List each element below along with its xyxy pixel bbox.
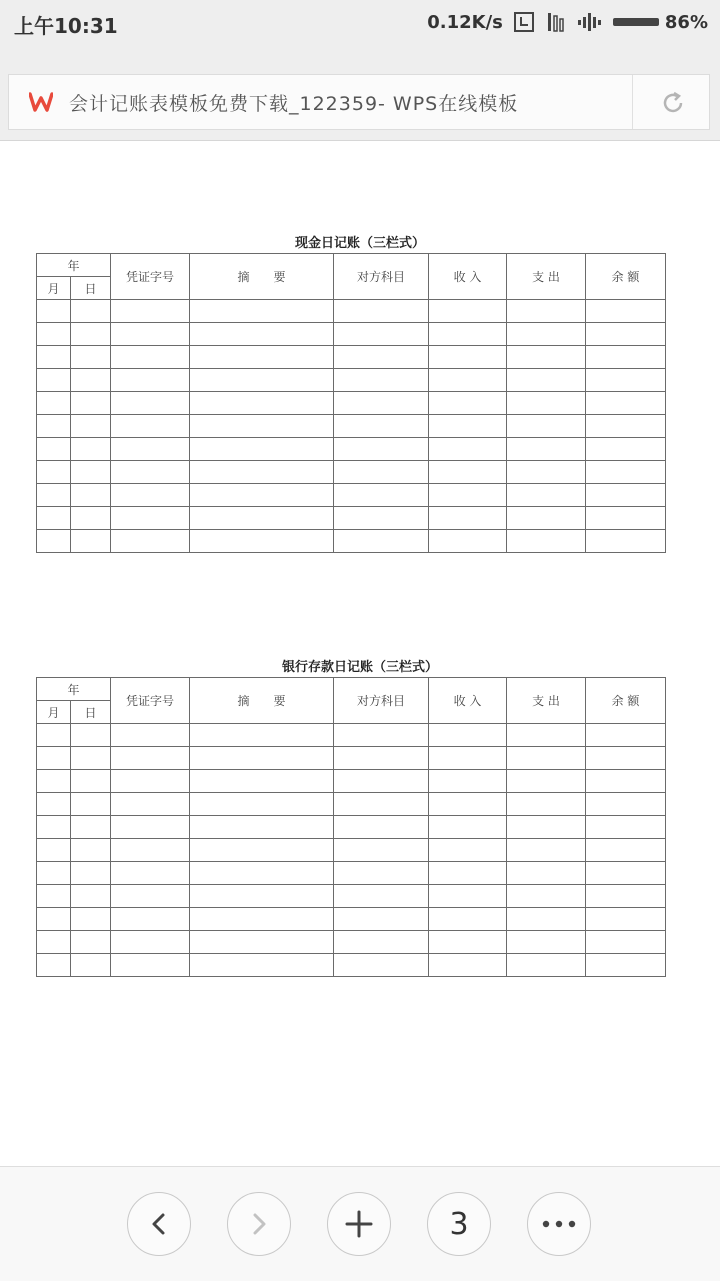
table-cell [429,885,507,908]
table-cell [71,530,111,553]
table-cell [71,793,111,816]
table-cell [71,346,111,369]
day-header: 日 [71,277,111,300]
voucher-header: 凭证字号 [111,254,190,300]
table-cell [507,392,586,415]
tabs-button[interactable] [427,1192,491,1256]
table-cell [71,438,111,461]
table-cell [429,839,507,862]
table-cell [71,954,111,977]
table-cell [334,507,429,530]
table-row [37,793,666,816]
table-cell [586,300,666,323]
address-bar[interactable] [8,74,710,130]
table-cell [71,862,111,885]
table-cell [37,300,71,323]
year-header: 年 [37,678,111,701]
table-cell [334,839,429,862]
table-cell [586,438,666,461]
table-cell [190,415,334,438]
table-cell [71,369,111,392]
battery-icon [613,18,659,26]
table-cell [334,461,429,484]
table-cell [37,747,71,770]
table-cell [429,484,507,507]
table-cell [71,770,111,793]
table-row [37,369,666,392]
table-cell [37,530,71,553]
table-cell [429,461,507,484]
bank-ledger-rows [37,724,666,977]
table-cell [37,724,71,747]
table-cell [37,816,71,839]
table-cell [507,438,586,461]
more-button[interactable] [527,1192,591,1256]
net-speed: 0.12K/s [427,11,503,33]
table-row [37,461,666,484]
table-cell [111,724,190,747]
income-header: 收 入 [429,678,507,724]
table-cell [507,954,586,977]
income-header: 收 入 [429,254,507,300]
table-cell [429,392,507,415]
table-cell [586,793,666,816]
month-header: 月 [37,701,71,724]
table-cell [71,747,111,770]
bank-ledger-title: 银行存款日记账（三栏式） [281,660,438,675]
table-cell [586,724,666,747]
table-cell [111,484,190,507]
table-cell [507,724,586,747]
table-cell [111,793,190,816]
table-cell [334,931,429,954]
table-cell [190,908,334,931]
table-cell [190,392,334,415]
chevron-right-icon [247,1212,271,1236]
table-cell [37,954,71,977]
table-cell [71,392,111,415]
status-time: 上午10:31 [14,14,118,38]
browser-toolbar [0,48,720,141]
table-cell [111,300,190,323]
table-cell [507,369,586,392]
table-cell [429,908,507,931]
table-cell [334,438,429,461]
table-cell [334,908,429,931]
day-header: 日 [71,701,111,724]
balance-header: 余 额 [586,678,666,724]
table-cell [507,346,586,369]
table-cell [111,816,190,839]
table-cell [71,908,111,931]
table-cell [190,931,334,954]
table-cell [429,954,507,977]
counter-account-header: 对方科目 [334,678,429,724]
table-cell [190,323,334,346]
chevron-left-icon [147,1212,171,1236]
table-cell [334,530,429,553]
table-cell [334,954,429,977]
year-header: 年 [37,254,111,277]
table-cell [334,415,429,438]
table-cell [429,816,507,839]
table-cell [334,724,429,747]
table-cell [71,507,111,530]
table-cell [507,770,586,793]
table-cell [507,885,586,908]
table-cell [586,484,666,507]
tab-count: 3 [449,1206,469,1242]
table-cell [71,300,111,323]
table-cell [507,461,586,484]
balance-header: 余 额 [586,254,666,300]
table-cell [334,369,429,392]
table-cell [111,885,190,908]
expense-header: 支 出 [507,254,586,300]
table-cell [334,770,429,793]
table-cell [334,885,429,908]
table-cell [111,507,190,530]
table-cell [586,392,666,415]
table-cell [37,862,71,885]
table-cell [507,484,586,507]
new-tab-button[interactable] [327,1192,391,1256]
table-cell [507,415,586,438]
table-cell [37,770,71,793]
table-cell [71,839,111,862]
table-cell [334,323,429,346]
table-cell [111,839,190,862]
table-row [37,931,666,954]
table-row [37,438,666,461]
table-cell [586,839,666,862]
table-cell [37,839,71,862]
voucher-header: 凭证字号 [111,678,190,724]
table-cell [429,323,507,346]
table-cell [586,346,666,369]
table-row [37,300,666,323]
table-cell [586,323,666,346]
table-cell [429,507,507,530]
cash-ledger-title: 现金日记账（三栏式） [294,236,425,251]
table-cell [586,770,666,793]
expense-header: 支 出 [507,678,586,724]
table-cell [111,530,190,553]
table-cell [71,816,111,839]
table-cell [190,300,334,323]
table-cell [111,770,190,793]
table-row [37,954,666,977]
table-cell [190,816,334,839]
table-cell [507,793,586,816]
table-cell [111,931,190,954]
table-cell [71,415,111,438]
table-cell [507,300,586,323]
table-cell [429,862,507,885]
table-cell [429,369,507,392]
table-cell [71,931,111,954]
table-cell [37,885,71,908]
table-row [37,839,666,862]
battery-indicator [613,12,708,33]
page-title[interactable]: 会计记账表模板免费下载_122359- WPS在线模板 [69,93,519,115]
status-bar [0,0,720,48]
table-row [37,415,666,438]
table-row [37,484,666,507]
table-cell [190,747,334,770]
table-cell [334,816,429,839]
table-cell [429,415,507,438]
table-cell [190,530,334,553]
table-cell [429,346,507,369]
table-cell [507,862,586,885]
divider [632,75,633,129]
table-row [37,885,666,908]
table-cell [586,415,666,438]
table-cell [71,724,111,747]
table-cell [190,369,334,392]
table-cell [190,346,334,369]
table-cell [111,908,190,931]
table-cell [586,369,666,392]
table-cell [507,908,586,931]
table-cell [111,438,190,461]
table-cell [71,885,111,908]
vibrate-icon [545,11,567,33]
table-cell [37,438,71,461]
table-cell [190,724,334,747]
table-cell [111,346,190,369]
table-cell [429,438,507,461]
table-cell [37,908,71,931]
table-cell [334,747,429,770]
table-cell [190,461,334,484]
table-cell [586,862,666,885]
table-cell [586,954,666,977]
table-cell [586,908,666,931]
table-cell [429,770,507,793]
table-cell [586,816,666,839]
table-cell [190,885,334,908]
table-cell [37,931,71,954]
table-cell [334,862,429,885]
table-cell [429,300,507,323]
table-cell [37,484,71,507]
bottom-nav [0,1166,720,1281]
cash-ledger-table [36,253,666,553]
table-cell [190,484,334,507]
table-cell [507,507,586,530]
table-cell [111,747,190,770]
table-cell [190,438,334,461]
table-cell [507,839,586,862]
table-cell [334,346,429,369]
table-cell [111,862,190,885]
table-cell [37,793,71,816]
table-cell [37,461,71,484]
table-cell [334,300,429,323]
table-cell [190,507,334,530]
table-cell [586,507,666,530]
table-row [37,747,666,770]
month-header: 月 [37,277,71,300]
table-cell [190,862,334,885]
table-cell [586,461,666,484]
table-cell [429,530,507,553]
table-cell [334,392,429,415]
table-cell [334,484,429,507]
table-cell [71,461,111,484]
status-right [427,11,708,33]
table-cell [507,931,586,954]
cash-ledger-rows [37,300,666,553]
table-row [37,530,666,553]
table-row [37,862,666,885]
table-cell [37,346,71,369]
table-row [37,816,666,839]
table-row [37,323,666,346]
signal-icon [577,11,603,33]
table-cell [190,770,334,793]
table-cell [111,461,190,484]
table-cell [507,747,586,770]
table-cell [71,323,111,346]
table-row [37,908,666,931]
table-cell [111,954,190,977]
alarm-icon [513,11,535,33]
table-cell [507,323,586,346]
table-cell [429,931,507,954]
table-row [37,346,666,369]
table-cell [37,392,71,415]
table-cell [586,530,666,553]
table-cell [586,931,666,954]
table-cell [37,323,71,346]
summary-header: 摘 要 [190,678,334,724]
table-cell [190,793,334,816]
table-cell [586,747,666,770]
table-row [37,507,666,530]
table-cell [37,415,71,438]
table-cell [507,816,586,839]
forward-button[interactable] [227,1192,291,1256]
table-cell [586,885,666,908]
summary-header: 摘 要 [190,254,334,300]
battery-percent: 86% [664,11,708,33]
table-cell [429,724,507,747]
table-cell [190,954,334,977]
table-cell [429,747,507,770]
table-cell [111,392,190,415]
table-cell [111,369,190,392]
reload-icon[interactable] [657,87,689,119]
table-cell [334,793,429,816]
table-cell [37,507,71,530]
table-cell [190,839,334,862]
counter-account-header: 对方科目 [334,254,429,300]
table-cell [71,484,111,507]
back-button[interactable] [127,1192,191,1256]
table-row [37,724,666,747]
table-row [37,392,666,415]
bank-ledger-table [36,677,666,977]
wps-logo-icon [29,91,53,113]
table-cell [111,415,190,438]
plus-icon [345,1210,373,1238]
table-cell [37,369,71,392]
document-page [0,141,720,1166]
table-cell [111,323,190,346]
table-cell [507,530,586,553]
more-dots-icon [542,1220,576,1228]
table-row [37,770,666,793]
table-cell [429,793,507,816]
